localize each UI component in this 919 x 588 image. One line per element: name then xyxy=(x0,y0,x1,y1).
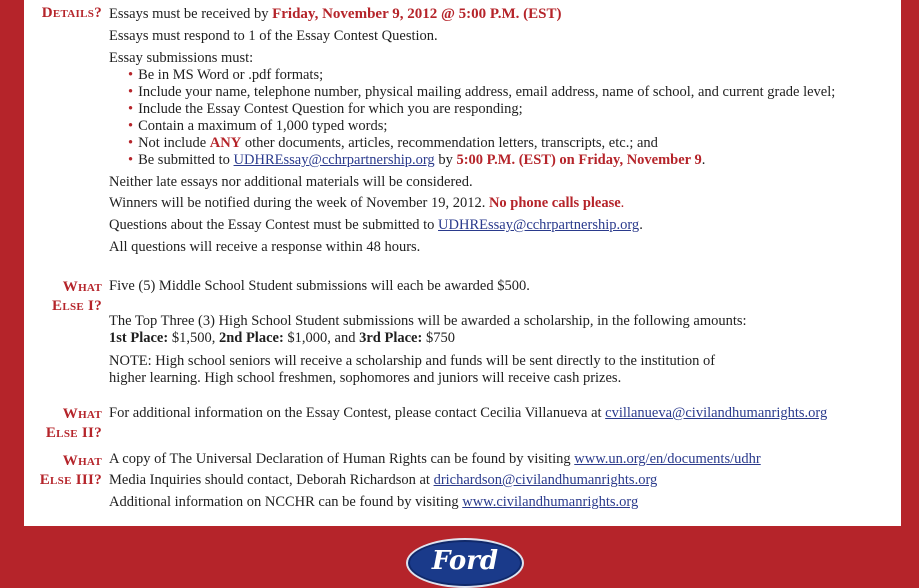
ncchr-line xyxy=(109,494,638,511)
winners-line xyxy=(109,195,624,212)
media-email-link[interactable]: drichardson@civilandhumanrights.org xyxy=(433,472,658,488)
late-line: Neither late essays nor additional materials will be considered. xyxy=(109,174,473,190)
contact-line xyxy=(109,405,827,422)
questions-end: . xyxy=(639,217,643,233)
place2-label: 2nd Place: xyxy=(218,330,284,346)
bullet-icon: • xyxy=(128,118,134,134)
list-item-text: by xyxy=(434,152,457,168)
details-heading: Details? xyxy=(41,5,102,21)
udhr-text: A copy of The Universal Declaration of Human Rights can be found by visiting xyxy=(109,451,575,467)
list-item xyxy=(128,67,323,84)
any-emphasis: ANY xyxy=(209,135,242,151)
what-else-1-line2: Else I? xyxy=(52,298,102,314)
ncchr-text: Additional information on NCCHR can be found by visiting xyxy=(109,494,463,510)
place1-label: 1st Place: xyxy=(109,330,169,346)
deadline-intro: Essays must be received by xyxy=(109,6,273,22)
list-item-text: Be in MS Word or .pdf formats; xyxy=(138,67,324,83)
bullet-icon: • xyxy=(128,135,134,151)
what-else-2-line1: What xyxy=(62,406,102,422)
contact-email-link[interactable]: cvillanueva@civilandhumanrights.org xyxy=(605,405,828,421)
list-item xyxy=(128,101,523,118)
questions-email-link[interactable]: UDHREssay@cchrpartnership.org xyxy=(438,217,640,233)
note-line-2: higher learning. High school freshmen, sophomores and juniors will receive cash prizes. xyxy=(109,370,622,386)
list-item-text: Be submitted to xyxy=(138,152,234,168)
list-item-text: . xyxy=(701,152,706,168)
udhr-link[interactable]: www.un.org/en/documents/udhr xyxy=(574,451,761,467)
place3-value: $750 xyxy=(422,330,455,346)
udhr-line xyxy=(109,451,761,468)
submission-deadline: 5:00 P.M. (EST) on Friday, November 9 xyxy=(456,152,702,168)
list-item-text: Include your name, telephone number, physical mailing address, email address, name of school, and current grade level; xyxy=(138,84,836,100)
bullet-icon: • xyxy=(128,67,134,83)
list-item xyxy=(128,84,835,101)
ford-logo-text: Ford xyxy=(431,546,499,576)
questions-line xyxy=(109,217,643,234)
what-else-2-heading xyxy=(30,405,102,443)
place1-value: $1,500, xyxy=(168,330,219,346)
deadline-date: Friday, November 9, 2012 @ 5:00 P.M. (EST) xyxy=(272,6,562,22)
bullet-icon: • xyxy=(128,84,134,100)
what-else-1-heading xyxy=(30,278,102,316)
list-item-text: Include the Essay Contest Question for which you are responding; xyxy=(138,101,523,117)
places-line xyxy=(109,330,455,347)
submission-email-link[interactable]: UDHREssay@cchrpartnership.org xyxy=(233,152,435,168)
what-else-2-line2: Else II? xyxy=(45,425,102,441)
what-else-3-line1: What xyxy=(62,453,102,469)
list-item xyxy=(128,152,705,169)
winners-text: Winners will be notified during the week of November 19, 2012. xyxy=(109,195,489,211)
winners-end: . xyxy=(620,195,625,211)
no-calls-text: No phone calls please xyxy=(488,195,621,211)
bullet-icon: • xyxy=(128,152,134,168)
list-item xyxy=(128,118,387,135)
place2-value: $1,000, and xyxy=(283,330,360,346)
what-else-3-line2: Else III? xyxy=(39,472,102,488)
list-item-text: Not include xyxy=(138,135,210,151)
submissions-line: Essay submissions must: xyxy=(109,50,254,66)
media-line xyxy=(109,472,657,489)
ford-logo xyxy=(406,538,524,588)
list-item-text: Contain a maximum of 1,000 typed words; xyxy=(138,118,388,134)
list-item xyxy=(128,135,658,152)
media-text: Media Inquiries should contact, Deborah Richardson at xyxy=(109,472,434,488)
bullet-icon: • xyxy=(128,101,134,117)
ncchr-link[interactable]: www.civilandhumanrights.org xyxy=(462,494,639,510)
response-line: All questions will receive a response within 48 hours. xyxy=(109,239,421,255)
respond-line: Essays must respond to 1 of the Essay Contest Question. xyxy=(109,28,438,44)
note-line-1: NOTE: High school seniors will receive a scholarship and funds will be sent directly to the institution of xyxy=(109,353,716,369)
contact-text: For additional information on the Essay Contest, please contact Cecilia Villanueva at xyxy=(109,405,606,421)
what-else-1-line1: What xyxy=(62,279,102,295)
list-item-text: other documents, articles, recommendation letters, transcripts, etc.; and xyxy=(241,135,658,151)
what-else-3-heading xyxy=(30,452,102,490)
middle-school-line: Five (5) Middle School Student submissions will each be awarded $500. xyxy=(109,278,530,294)
top-three-line: The Top Three (3) High School Student submissions will be awarded a scholarship, in the following amounts: xyxy=(109,313,747,329)
place3-label: 3rd Place: xyxy=(359,330,423,346)
deadline-line xyxy=(109,6,561,23)
questions-text: Questions about the Essay Contest must be submitted to xyxy=(109,217,439,233)
